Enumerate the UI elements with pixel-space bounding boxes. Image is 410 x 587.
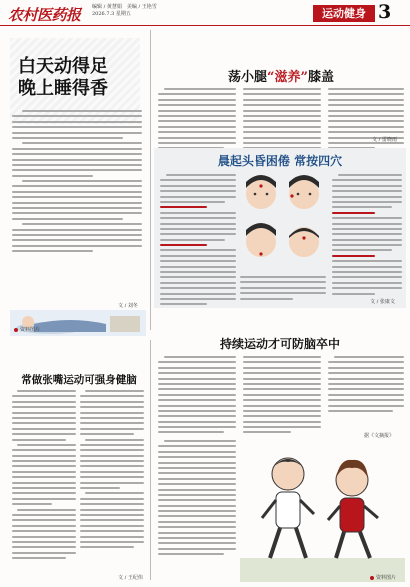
photo-credit-1-text: 资料图片	[20, 327, 41, 333]
page-number: 3	[378, 1, 392, 23]
column-divider	[150, 340, 151, 580]
section-label: 运动健身	[313, 5, 375, 22]
article-1-title-line1: 白天动得足	[18, 56, 108, 77]
article-5-author: 据《文摘报》	[364, 433, 395, 439]
photo-credit-3-text: 资料图片	[376, 575, 397, 581]
article-1-title-line2: 晚上睡得香	[18, 78, 108, 99]
article-4-body-col1	[12, 390, 76, 563]
credit-dot	[370, 576, 374, 580]
newspaper-logo: 农村医药报	[8, 6, 81, 24]
article-5-body-col3	[328, 356, 404, 415]
article-2-body-col1	[158, 88, 236, 153]
running-illustration	[240, 440, 405, 582]
masthead-date: 2026.7.3 星期五	[92, 10, 131, 17]
article-2-title-part2: 膝盖	[307, 70, 334, 85]
photo-credit-3	[370, 574, 396, 581]
article-4-author: 文 / 王纪伟	[118, 575, 143, 581]
article-5-body-col1	[158, 356, 236, 437]
article-3-body-col2	[332, 174, 402, 298]
article-1-body	[12, 110, 142, 256]
masthead-editors: 编辑 / 黄慧娟 美编 / 王艳雪	[92, 4, 157, 10]
acupoint-illustrations	[240, 172, 326, 272]
article-3-body-col3	[240, 276, 326, 303]
article-5-title: 持续运动才可防脑卒中	[219, 337, 340, 351]
article-4-title: 常做张嘴运动可强身健脑	[21, 374, 137, 386]
masthead-rule	[0, 25, 410, 26]
article-5-body-col1b	[158, 440, 236, 559]
credit-dot	[14, 328, 18, 332]
column-divider	[150, 30, 151, 330]
article-2-author: 文 / 雷晓雨	[372, 137, 397, 143]
article-2-title-part1: 荡小腿	[228, 70, 268, 85]
article-4-body-col2	[80, 390, 144, 552]
article-5-body-col2	[243, 356, 321, 437]
article-1-author: 文 / 刘冬	[118, 303, 138, 309]
article-3-title: 晨起头昏困倦 常按四穴	[217, 154, 343, 168]
article-1-title	[18, 56, 144, 100]
article-2-body-col2	[243, 88, 321, 153]
article-3-body-col1	[160, 174, 236, 309]
article-3-author: 文 / 张康文	[370, 299, 395, 305]
article-2-title-quote: “滋养”	[267, 70, 308, 85]
photo-credit-1	[14, 326, 40, 333]
masthead-info	[92, 4, 157, 17]
article-2-title	[156, 66, 406, 85]
